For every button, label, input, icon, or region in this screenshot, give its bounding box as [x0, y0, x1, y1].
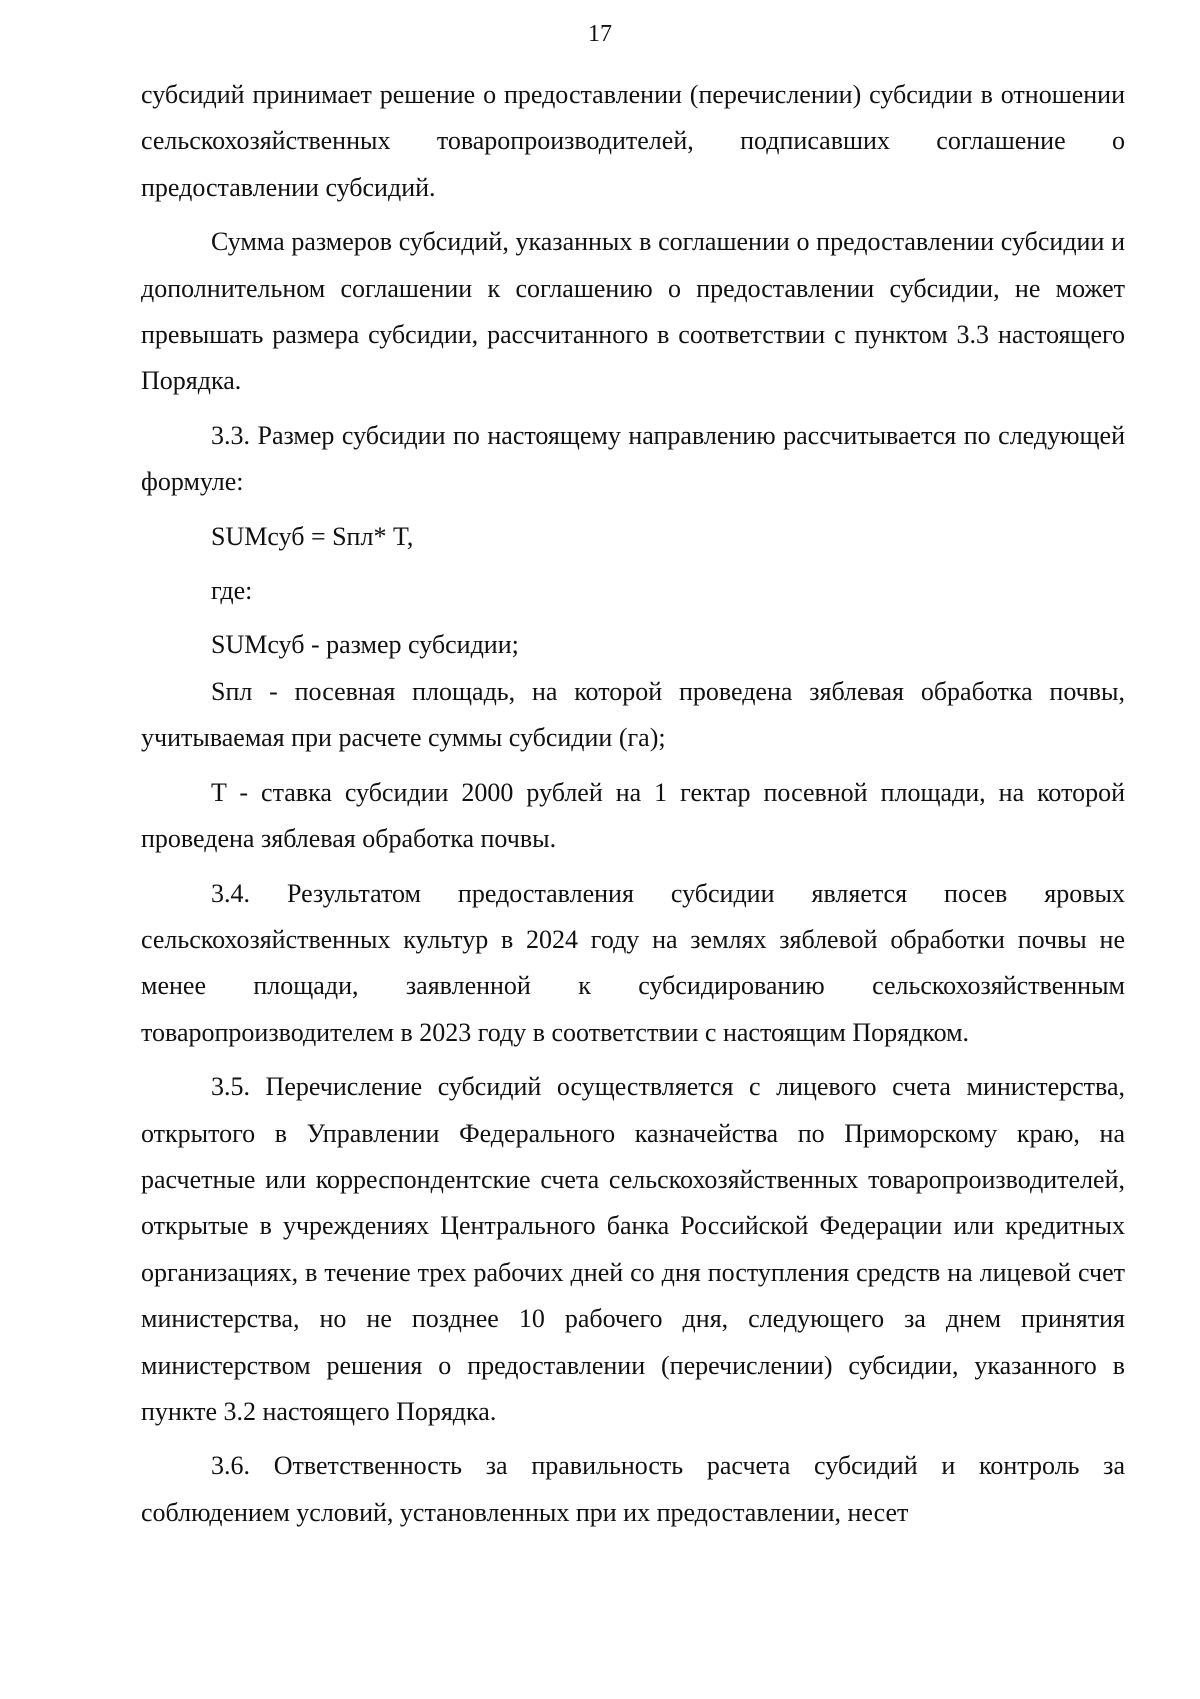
- where-label: где:: [211, 576, 253, 606]
- paragraph-3-4: 3.4. Результатом предоставления субсидии является посев яровых сельскохозяйственных культур в 2024 году на землях зяблевой обработки почвы не менее площади, заявленной к субсидированию сельскохозяйственным товаропроизводителем в 2023 году в соответствии с настоящим Порядком.: [141, 878, 1125, 1047]
- document-body: [141, 72, 1125, 1536]
- definition-sum: SUMсуб - размер субсидии;: [211, 630, 519, 660]
- paragraph-subsidy-sum: Сумма размеров субсидий, указанных в соглашении о предоставлении субсидии и дополнительном соглашении к соглашению о предоставлении субсидии, не может превышать размера субсидии, рассчитанного в соответствии с пунктом 3.3 настоящего Порядка.: [141, 227, 1125, 396]
- definition-area: Sпл - посевная площадь, на которой проведена зяблевая обработка почвы, учитываемая при расчете суммы субсидии (га);: [141, 676, 1125, 753]
- definition-rate: T - ставка субсидии 2000 рублей на 1 гектар посевной площади, на которой проведена зяблевая обработка почвы.: [141, 777, 1125, 854]
- page-number: 17: [588, 21, 612, 47]
- paragraph-continuation: субсидий принимает решение о предоставлении (перечислении) субсидии в отношении сельскохозяйственных товаропроизводителей, подписавших соглашение о предоставлении субсидий.: [141, 80, 1125, 202]
- paragraph-3-5: 3.5. Перечисление субсидий осуществляется с лицевого счета министерства, открытого в Управлении Федерального казначейства по Приморскому краю, на расчетные или корреспондентские счета сельскохозяйственных товаропроизводителей, открытые в учреждениях Центрального банка Российской Федерации или кредитных организациях, в течение трех рабочих дней со дня поступления средств на лицевой счет министерства, но не позднее 10 рабочего дня, следующего за днем принятия министерством решения о предоставлении (перечислении) субсидии, указанного в пункте 3.2 настоящего Порядка.: [141, 1072, 1125, 1426]
- paragraph-3-6: 3.6. Ответственность за правильность расчета субсидий и контроль за соблюдением условий, установленных при их предоставлении, несет: [141, 1451, 1125, 1527]
- paragraph-3-3: 3.3. Размер субсидии по настоящему направлению рассчитывается по следующей формуле:: [141, 420, 1125, 497]
- formula: SUMсуб = Sпл* T,: [211, 521, 414, 551]
